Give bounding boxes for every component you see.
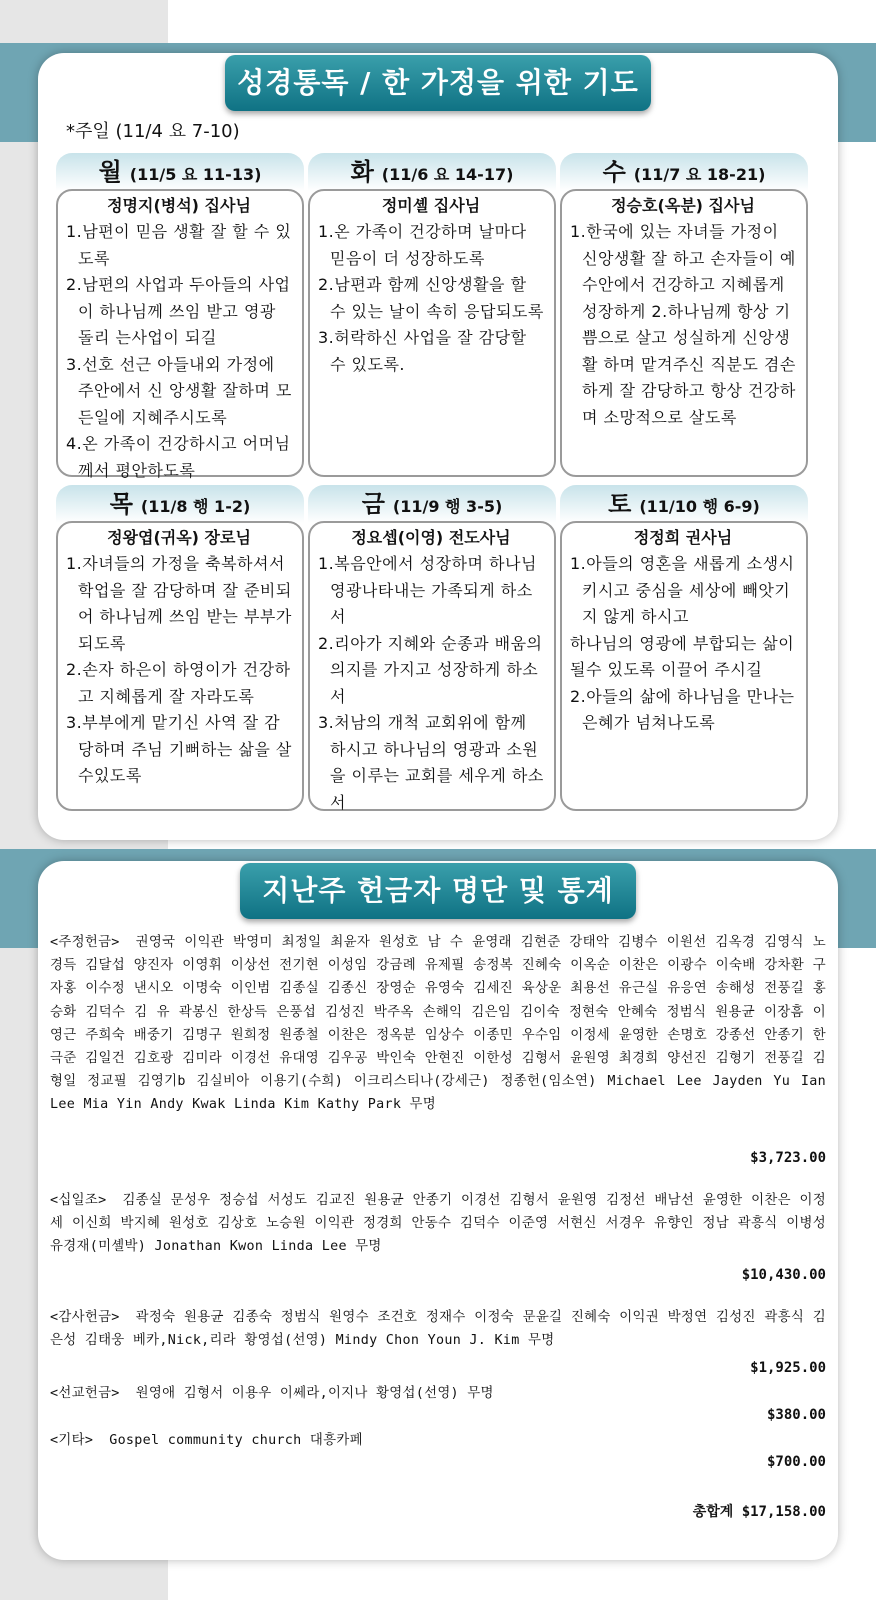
prayer-box — [560, 521, 808, 811]
prayer-item: 1.남편이 믿음 생활 잘 할 수 있도록 — [66, 222, 292, 268]
day-name: 금 — [361, 490, 385, 518]
prayer-box — [560, 189, 808, 477]
day-name: 화 — [350, 158, 374, 186]
offering-block-thanks — [50, 1306, 826, 1352]
day-card-thursday — [56, 485, 304, 811]
offering-amount: $380.00 — [766, 1407, 826, 1423]
prayer-item: 1.복음안에서 성장하며 하나님 영광나타내는 가족되게 하소서 — [318, 554, 537, 626]
day-header — [308, 153, 556, 191]
offering-panel — [38, 861, 838, 1560]
prayer-box — [308, 189, 556, 477]
day-reference: (11/8 행 1-2) — [140, 497, 251, 516]
prayer-item: 1.한국에 있는 자녀들 가정이 신앙생활 잘 하고 손자들이 예수안에서 건강하고 지혜롭게 성장하게 2.하나님께 항상 기쁨으로 살고 성실하게 신앙생활 하며 맡겨주신 직분도 겸손하게 잘 감당하고 항상 건강하며 소망적으로 살도록 — [570, 222, 796, 427]
day-reference: (11/10 행 6-9) — [639, 497, 760, 516]
offering-total: 총합계 $17,158.00 — [692, 1504, 826, 1520]
offering-amount: $10,430.00 — [741, 1267, 826, 1283]
day-header — [56, 485, 304, 523]
family-name: 정미셸 집사님 — [381, 196, 481, 215]
prayer-item: 3.선호 선근 아들내외 가정에 주안에서 신 앙생활 잘하며 모든일에 지혜주시도록 — [66, 354, 292, 427]
day-card-tuesday — [308, 153, 556, 477]
prayer-item: 2.남편의 사업과 두아들의 사업 이 하나님께 쓰임 받고 영광 돌리 는사업이 되길 — [66, 275, 291, 347]
sunday-reading: *주일 (11/4 요 7-10) — [66, 121, 240, 142]
prayer-box — [56, 189, 304, 480]
offering-category: <십일조> — [50, 1193, 107, 1208]
day-card-friday — [308, 485, 556, 811]
donor-names: 김종실 문성우 정승섭 서성도 김교진 원용균 안종기 이경선 김형서 윤원영 김정선 배남선 윤영한 이찬은 이정세 이신희 박지혜 원성호 김상호 노승원 이익관 정경희 안동수 김덕수 이준영 서현신 서경우 유향인 정남 곽흥식 이병성 유경재(미셸박) Jonathan Kwon Linda Lee 무명 — [50, 1193, 826, 1255]
offering-block-regular — [50, 931, 826, 1117]
offering-category: <감사헌금> — [50, 1310, 120, 1325]
day-card-wednesday — [560, 153, 808, 477]
day-name: 수 — [602, 158, 626, 186]
day-header — [560, 153, 808, 191]
family-name: 정정희 권사님 — [633, 528, 733, 547]
prayer-item: 2.남편과 함께 신앙생활을 할 수 있는 날이 속히 응답되도록 — [318, 275, 544, 321]
offering-amount: $1,925.00 — [750, 1360, 826, 1376]
offering-amount: $3,723.00 — [750, 1150, 826, 1166]
prayer-panel — [38, 53, 838, 840]
family-name: 정왕엽(귀옥) 장로님 — [107, 528, 251, 547]
family-name: 정승호(옥분) 집사님 — [611, 196, 755, 215]
offering-section-title: 지난주 헌금자 명단 및 통계 — [240, 863, 636, 919]
day-card-saturday — [560, 485, 808, 811]
offering-category: <기타> — [50, 1433, 94, 1448]
day-reference: (11/9 행 3-5) — [392, 497, 503, 516]
prayer-item: 2.리아가 지혜와 순종과 배움의 의지를 가지고 성장하게 하소서 — [318, 633, 543, 706]
day-header — [308, 485, 556, 523]
prayer-box — [56, 521, 304, 811]
day-name: 토 — [608, 490, 632, 518]
prayer-item: 3.부부에게 맡기신 사역 잘 감당하며 주님 기뻐하는 삶을 살 수있도록 — [66, 713, 292, 785]
day-reference: (11/6 요 14-17) — [381, 165, 514, 184]
prayer-section-title: 성경통독 / 한 가정을 위한 기도 — [225, 55, 651, 111]
day-reference: (11/5 요 11-13) — [129, 165, 262, 184]
prayer-item: 3.허락하신 사업을 잘 감당할 수 있도록. — [318, 328, 527, 374]
offering-block-tithe — [50, 1189, 826, 1259]
day-reference: (11/7 요 18-21) — [633, 165, 766, 184]
prayer-item: 4.온 가족이 건강하시고 어머님께서 평안하도록 — [66, 434, 291, 480]
donor-names: Gospel community church 대흥카페 — [109, 1433, 363, 1448]
day-name: 목 — [109, 490, 133, 518]
day-card-monday — [56, 153, 304, 480]
offering-amount: $700.00 — [766, 1454, 826, 1470]
day-name: 월 — [98, 158, 122, 186]
prayer-item: 2.아들의 삶에 하나님을 만나는 은혜가 넘쳐나도록 — [570, 686, 795, 732]
prayer-item: 하나님의 영광에 부합되는 삶이 될수 있도록 이끌어 주시길 — [570, 633, 795, 679]
donor-names: 권영국 이익관 박영미 최정일 최윤자 원성호 남 수 윤영래 김현준 강태악 김병수 이원선 김옥경 김영식 노경득 김달섭 양진자 이영휘 이상선 전기현 이성임 강금례 유제필 송정복 진혜숙 이옥순 이찬은 이광수 이숙배 강차환 구자홍 이수정 낸시오 이명숙 이인범 김종실 김종신 장영순 유영숙 김세진 육상운 최용선 유근실 유응연 송해성 전풍길 홍승화 김덕수 김 유 곽봉신 한상득 은풍섭 김성진 박주옥 손해익 김은임 김이숙 정현숙 안혜숙 정범식 원용균 이장흠 이영근 주희숙 배중기 김명구 원희정 원종철 이찬은 정옥분 임상수 이종민 우수임 이정세 윤영한 손명호 강종선 안종기 한극준 김일건 김호광 김미라 이경선 유대영 김우공 박인숙 안현진 이한성 김형서 윤원영 최경희 양선진 김형기 전풍길 김형일 정교필 김영기b 김실비아 이용기(수희) 이크리스티나(강세근) 정종헌(임소연) Michael Lee Jayden Yu Ian Lee Mia Yin Andy Kwak Linda Kim Kathy Park 무명 — [50, 935, 826, 1113]
prayer-item: 1.아들의 영혼을 새롭게 소생시키시고 중심을 세상에 빼앗기지 않게 하시고 — [570, 554, 795, 626]
prayer-item: 1.자녀들의 가정을 축복하셔서 학업을 잘 감당하며 잘 준비되어 하나님께 쓰임 받는 부부가 되도록 — [66, 554, 292, 653]
donor-names: 곽정숙 원용균 김종숙 정범식 원영수 조건호 정재수 이정숙 문윤길 진혜숙 이익권 박정연 김성진 곽흥식 김은성 김태웅 베카,Nick,리라 황영섭(선영) Mindy Chon Youn J. Kim 무명 — [50, 1310, 826, 1349]
offering-category: <주정헌금> — [50, 935, 120, 950]
day-header — [560, 485, 808, 523]
family-name: 정요셉(이영) 전도사님 — [351, 528, 511, 547]
prayer-item: 1.온 가족이 건강하며 날마다 믿음이 더 성장하도록 — [318, 222, 527, 268]
prayer-box — [308, 521, 556, 811]
prayer-item: 2.손자 하은이 하영이가 건강하고 지혜롭게 잘 자라도록 — [66, 660, 291, 706]
offering-block-other — [50, 1429, 826, 1452]
donor-names: 원영애 김형서 이용우 이쎄라,이지나 황영섭(선영) 무명 — [135, 1386, 494, 1401]
prayer-item: 3.처남의 개척 교회위에 함께 하시고 하나님의 영광과 소원을 이루는 교회를 세우게 하소서 — [318, 713, 544, 812]
day-header — [56, 153, 304, 191]
offering-category: <선교헌금> — [50, 1386, 120, 1401]
offering-block-mission — [50, 1382, 826, 1405]
family-name: 정명지(병석) 집사님 — [107, 196, 251, 215]
